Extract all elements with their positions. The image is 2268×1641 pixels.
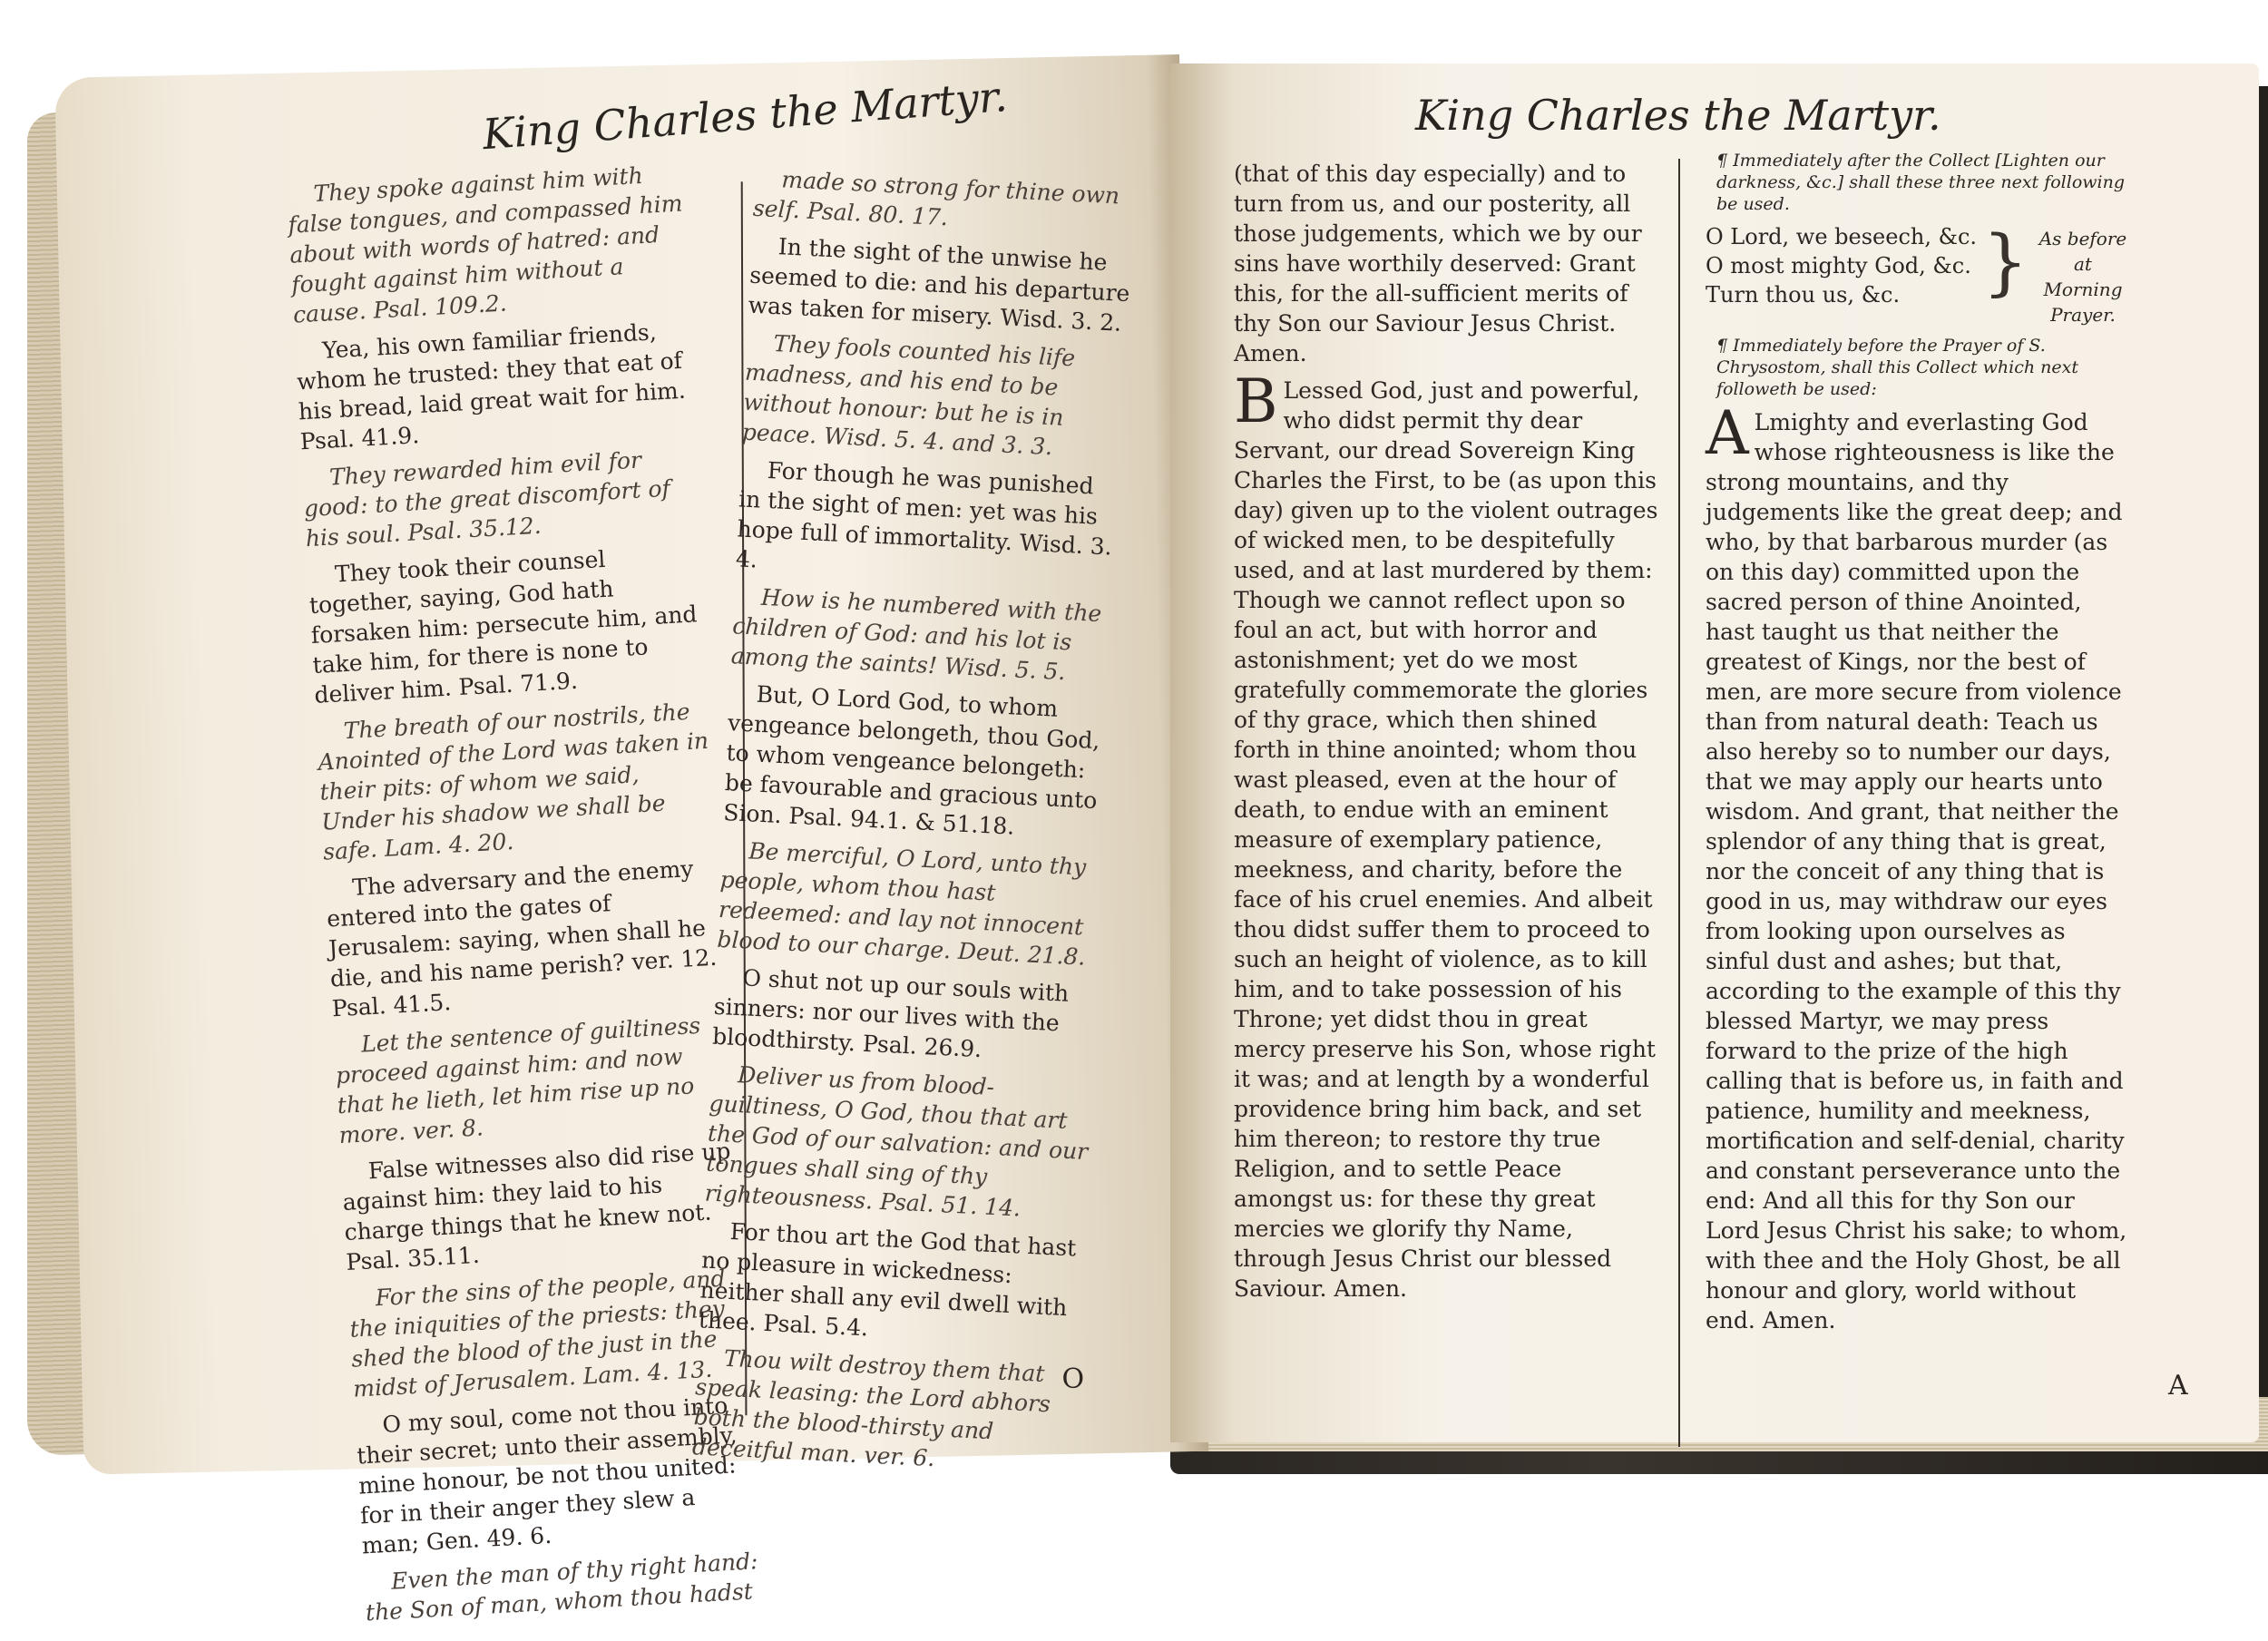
left-page <box>54 54 1208 1626</box>
verse-paragraph: Even the man of thy right hand: the Son of man, whom thou hadst <box>365 1548 759 1626</box>
verse-paragraph: For the sins of the people, and the iniquities of the priests: they shed the blood of the just in the midst of Jerusalem. Lam. 4. 13. <box>348 1265 727 1402</box>
brace-glyph: } <box>1982 220 2028 304</box>
verse-paragraph: They rewarded him evil for good: to the great discomfort of his soul. Psal. 35.12. <box>303 446 671 552</box>
verse-paragraph: The breath of our nostrils, the Anointed of the Lord was taken in their pits: of whom we said, Under his shadow we shall be safe. Lam. 4. 20. <box>317 698 709 865</box>
rubric-note: ¶ Immediately before the Prayer of S. Chrysostom, shall this Collect which next followeth be used: <box>1716 336 2078 399</box>
verse-paragraph: How is he numbered with the children of God: and his lot is among the saints! Wisd. 5. 5. <box>730 583 1102 686</box>
collect-line: Turn thou us, &c. <box>1706 282 1901 308</box>
verse-paragraph: For thou art the God that hast no pleasure in wickedness: neither shall any evil dwell with thee. Psal. 5.4. <box>698 1217 1077 1342</box>
signature-mark: O <box>1061 1363 1085 1396</box>
verse-paragraph: They fools counted his life madness, and his end to be without honour: but he is in peace. Wisd. 5. 4. and 3. 3. <box>741 330 1076 461</box>
verse-paragraph: Thou wilt destroy them that speak leasing: the Lord abhors both the blood-thirsty and deceitful man. ver. 6. <box>691 1344 1051 1472</box>
prayer-almighty-god <box>1706 398 2132 1335</box>
verse-paragraph: Let the sentence of guiltiness proceed against him: and now that he lieth, let him rise up no more. ver. 8. <box>335 1011 701 1149</box>
verse-paragraph: made so strong for thine own self. Psal. 80. 17. <box>752 166 1120 231</box>
verse-paragraph: Deliver us from blood-guiltiness, O God, thou that art the God of our salvation: and our tongues shall sing of thy righteousness. Psal. 51. 14. <box>704 1061 1089 1222</box>
right-column-a <box>1234 159 1660 1311</box>
right-page <box>1170 63 2259 1442</box>
collect-line: O Lord, we beseech, &c. <box>1706 224 1978 249</box>
verse-paragraph: O my soul, come not thou into their secret; unto their assembly, mine honour, be not thou united: for in their anger they slew a man; Gen. 49. 6. <box>356 1392 738 1559</box>
verse-paragraph: The adversary and the enemy entered into the gates of Jerusalem: saying, when shall he die, and his name perish? ver. 12. Psal. 41.5. <box>326 855 718 1022</box>
column-rule <box>1678 159 1680 1447</box>
rubric-note: ¶ Immediately after the Collect [Lighten our darkness, &c.] shall these three next following be used. <box>1716 151 2126 214</box>
left-running-head: King Charles the Martyr. <box>481 71 1010 160</box>
collect-lines <box>1706 222 1977 327</box>
verse-paragraph: Yea, his own familiar friends, whom he trusted: they that eat of his bread, laid great wait for him. Psal. 41.9. <box>296 318 687 455</box>
left-column-b <box>691 163 1136 1488</box>
verse-paragraph: In the sight of the unwise he seemed to die: and his departure was taken for misery. Wisd. 3. 2. <box>748 233 1131 337</box>
verse-paragraph: They spoke against him with false tongues, and compassed him about with words of hatred: and fought against him without a cause. Psal. 109.2. <box>287 161 684 328</box>
verse-paragraph: But, O Lord God, to whom vengeance belongeth, thou God, to whom vengeance belongeth: be favourable and gracious unto Sion. Psal. 94.1. & 51.18. <box>722 680 1101 840</box>
verse-paragraph: For though he was punished in the sight of men: yet was his hope full of immortality. Wisd. 3. 4. <box>735 456 1113 573</box>
brace-note: As before at Morning Prayer. <box>2038 228 2127 326</box>
prayer-text: Lmighty and everlasting God whose righteousness is like the strong mountains, and thy judgements like the great deep; and who, by that barbarous murder (as on this day) committed upon the sacred person of thine Anointed, hast taught us that neither the greatest of Kings, nor the best of men, are more secure from violence than from natural death: Teach us also hereby so to number our days, that we may apply our hearts unto wisdom. And grant, that neither the splendor of any thing that is great, nor the conceit of any thing that is good in us, may withdraw our eyes from looking upon ourselves as sinful dust and ashes; but that, according to the example of this thy blessed Martyr, we may press forward to the prize of the high calling that is before us, in faith and patience, humility and meekness, mortification and self-denial, charity and constant perseverance unto the end: And all this for thy Son our Lord Jesus Christ his sake; to whom, with thee and the Holy Ghost, be all honour and glory, world without end. Amen. <box>1706 409 2127 1333</box>
prayer-blessed-god <box>1234 366 1660 1304</box>
drop-cap: B <box>1234 366 1278 436</box>
verse-paragraph: Be merciful, O Lord, unto thy people, whom thou hast redeemed: and lay not innocent blood to our charge. Deut. 21.8. <box>716 837 1087 971</box>
right-running-head: King Charles the Martyr. <box>1415 91 1941 140</box>
collect-list <box>1706 222 2132 327</box>
collect-ending: (that of this day especially) and to turn from us, and our posterity, all those judgements, which we by our sins have worthily deserved: Grant this, for the all-sufficient merits of thy Son our Saviour Jesus Christ. Amen. <box>1234 161 1642 366</box>
collect-line: O most mighty God, &c. <box>1706 253 1971 278</box>
signature-mark: A <box>2168 1370 2188 1402</box>
drop-cap: A <box>1706 398 1749 468</box>
prayer-text: Lessed God, just and powerful, who didst permit thy dear Servant, our dread Sovereign King Charles the First, to be (as upon this day) given up to the violent outrages of wicked men, to be despitefully used, and at last murdered by them: Though we cannot reflect upon so foul an act, but with horror and astonishment; yet do we most gratefully commemorate the glories of thy grace, which then shined forth in thine anointed; whom thou wast pleased, even at the hour of death, to endue with an eminent measure of exemplary patience, meekness, and charity, before the face of his cruel enemies. And albeit thou didst suffer them to proceed to such an height of violence, as to kill him, and to take possession of his Throne; yet didst thou in great mercy preserve his Son, whose right it was; and at length by a wonderful providence bring him back, and set him thereon; to restore thy true Religion, and to settle Peace amongst us: for these thy great mercies we glorify thy Name, through Jesus Christ our blessed Saviour. Amen. <box>1234 377 1658 1302</box>
verse-paragraph: They took their counsel together, saying, God hath forsaken him: persecute him, and take him, for there is none to deliver him. Psal. 71.9. <box>308 545 699 708</box>
verse-paragraph: False witnesses also did rise up against him: they laid to his charge things that he knew not. Psal. 35.11. <box>341 1138 732 1275</box>
right-column-b <box>1706 150 2132 1343</box>
verse-paragraph: O shut not up our souls with sinners: nor our lives with the bloodthirsty. Psal. 26.9. <box>711 964 1070 1063</box>
